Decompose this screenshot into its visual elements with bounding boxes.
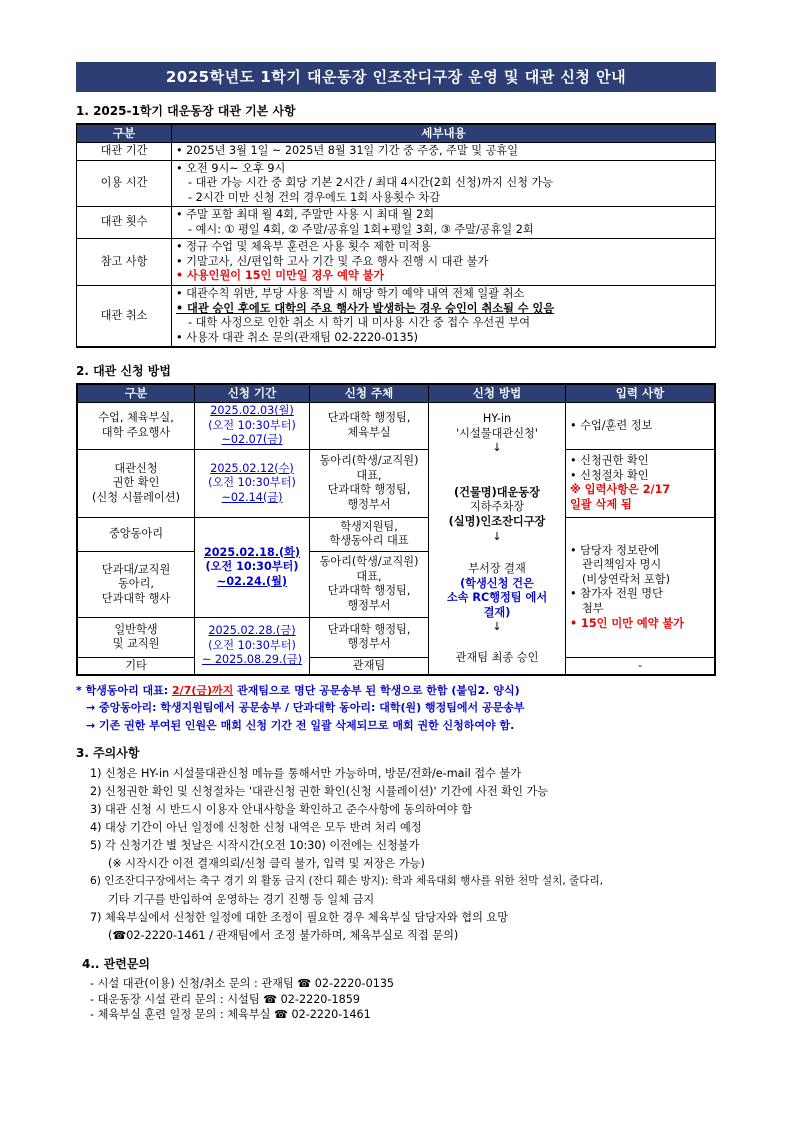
col-detail: 세부내용 [172,124,716,142]
row-label: 대관 취소 [77,286,172,348]
cell-line: 행정부서 [347,637,391,651]
cell-line: (오전 10:30부터) [205,560,299,574]
arrow-down-icon: ↓ [492,620,502,634]
cell-line: 및 교직원 [112,637,160,651]
cell-line: 대학 주요행사 [101,426,171,440]
cell-line: 단과대/교직원 [101,562,171,576]
section3-heading: 3. 주의사항 [76,745,140,760]
col-input: 입력 사항 [566,384,716,402]
row-detail [172,142,716,160]
note-prefix: * 학생동아리 대표: [76,684,173,698]
note-line [76,682,716,699]
note-suffix: 관재팀으로 명단 공문송부 된 학생으로 한함 (붙임2. 양식) [233,684,520,698]
cell-line: (신청 시뮬레이션) [92,490,180,504]
list-item: 7) 체육부실에서 신청한 일정에 대한 조정이 필요한 경우 체육부실 담당자와 협의 요망 [90,910,509,924]
col-subject: 신청 주체 [310,384,429,402]
cell-line: ~ 2025.08.29.(금) [201,653,303,667]
detail-line: - 대관 가능 시간 중 회당 기본 2시간 / 최대 4시간(2회 신청)까지 신청 가능 [188,176,554,190]
row-label: 대관 횟수 [77,207,172,239]
cell-line: • 신청절차 확인 [570,468,649,482]
list-item: 5) 각 신청기간 별 첫날은 시작시간(오전 10:30) 이전에는 신청불가 [90,839,420,853]
table-row [77,142,716,160]
cell-line: 일반학생 [114,622,158,636]
method-line: '시설물대관신청' [456,426,538,440]
method-line: (건물명)대운동장 [454,485,540,499]
col-gubun: 구분 [77,384,195,402]
list-item: (☎02-2220-1461 / 관재팀에서 조정 불가하며, 체육부실로 직접 문의) [108,928,459,942]
col-gubun: 구분 [77,124,172,142]
detail-line: • 오전 9시~ 오후 9시 [176,161,286,175]
detail-line: - 대학 사정으로 인한 취소 시 학기 내 미사용 시간 중 접수 우선권 부여 [188,316,531,330]
table-row [77,286,716,348]
cell-line: 대표, [356,468,382,482]
cell-input: • 수업/훈련 정보 [566,403,716,450]
cell-line: (비상연락처 포함) [582,572,670,586]
section1-heading: 1. 2025-1학기 대운동장 대관 기본 사항 [76,104,296,118]
note-deadline: 2/7(금)까지 [172,684,234,698]
list-item: - 시설 대관(이용) 신청/취소 문의 : 관재팀 ☎ 02-2220-0135 [90,977,395,990]
cell-line: 체육부실 [347,426,391,440]
row-label: 참고 사항 [77,239,172,286]
note-line: → 중앙동아리: 학생지원팀에서 공문송부 / 단과대학 동아리: 대학(원) 행정팀에서 공문송부 [86,701,525,715]
cell-line: 동아리, [118,577,154,591]
col-period: 신청 기간 [195,384,310,402]
section2-heading: 2. 대관 신청 방법 [76,364,171,379]
cell-period [195,617,310,675]
cell-method [429,403,566,676]
cell-line: 수업, 체육부실, [98,411,174,425]
document-page [76,62,716,1023]
table-row [77,517,715,551]
row-label: 이용 시간 [77,160,172,207]
cell-period [195,403,310,450]
detail-line: • 정규 수업 및 체육부 훈련은 사용 횟수 제한 미적용 [176,240,431,254]
list-item: - 대운동장 시설 관리 문의 : 시설팀 ☎ 02-2220-1859 [90,992,360,1006]
cell-line: (오전 10:30부터) [208,638,296,652]
cell-subject [310,617,429,657]
cell-line: 관리책임자 명시 [582,558,662,572]
detail-line: • 사용자 대관 취소 문의(관재팀 02-2220-0135) [176,330,419,344]
cell-gubun: 기타 [77,657,195,675]
cell-period [195,449,310,517]
cell-gubun [77,551,195,617]
list-item: 3) 대관 신청 시 반드시 이용자 안내사항을 확인하고 준수사항에 동의하여야 함 [90,802,473,816]
cell-input [566,449,716,517]
list-item: (※ 시작시간 이전 결재의뢰/신청 클릭 불가, 입력 및 저장은 가능) [108,857,425,871]
cell-line: 2025.02.18.(화) [203,545,301,559]
detail-line-warning: • 사용인원이 15인 미만일 경우 예약 불가 [176,269,385,283]
cell-gubun [77,449,195,517]
table-row [77,160,716,207]
cell-line: (오전 10:30부터) [208,476,296,490]
cell-line: 동아리(학생/교직원) [319,454,419,468]
table-row [77,657,715,675]
cell-line: 일괄 삭제 됨 [570,497,632,511]
method-line: HY-in [482,412,512,426]
detail-line-emphasis: • 대관 승인 후에도 대학의 주요 행사가 발생하는 경우 승인이 취소될 수 있음 [176,301,555,315]
cell-line: 권한 확인 [112,476,160,490]
caution-list [90,765,716,945]
cell-gubun: 중앙동아리 [77,517,195,551]
cell-subject [310,517,429,551]
cell-line: 학생지원팀, [340,519,398,533]
cell-line: • 참가자 전원 명단 [570,587,663,601]
detail-line: - 예시: ① 평일 4회, ② 주말/공휴일 1회+평일 3회, ③ 주말/공휴일 2회 [188,222,534,236]
method-line: 결재) [483,605,511,619]
detail-line: • 대관수칙 위반, 부당 사용 적발 시 해당 학기 예약 내역 전체 일괄 취소 [176,287,525,300]
cell-line: • 15인 미만 예약 불가 [570,616,684,630]
cell-line: 2025.02.03(월) [210,404,294,418]
cell-subject [310,403,429,450]
row-detail [172,160,716,207]
cell-line: 단과대학 행정팀, [327,584,411,598]
cell-line: 2025.02.12(수) [210,461,294,475]
detail-line: - 2시간 미만 신청 건의 경우에도 1회 사용횟수 차감 [188,190,441,204]
list-item: 2) 신청권한 확인 및 신청절차는 '대관신청 권한 확인(신청 시뮬레이션)' 기간에 사전 확인 가능 [90,784,549,798]
cell-line: ~02.24.(월) [216,574,288,588]
cell-line: 단과대학 행정팀, [327,483,411,497]
table-row [77,449,715,517]
section4-heading: 4.. 관련문의 [82,957,151,971]
method-line: (실명)인조잔디구장 [448,514,546,528]
note-line: → 기존 권한 부여된 인원은 매회 신청 기간 전 일괄 삭제되므로 매회 권한 신청하여야 함. [86,718,515,732]
contact-list [90,976,716,1023]
cell-line: ※ 입력사항은 2/17 [570,483,671,497]
cell-line: 행정부서 [347,598,391,612]
cell-line: 단과대학 행정팀, [327,622,411,636]
notes-block [76,682,716,733]
arrow-down-icon: ↓ [492,529,502,543]
cell-subject: 관재팀 [310,657,429,675]
cell-line: (오전 10:30부터) [208,418,296,432]
list-item: 4) 대상 기간이 아닌 일정에 신청한 신청 내역은 모두 반려 처리 예정 [90,821,422,834]
cell-line: • 신청권한 확인 [570,454,649,468]
cell-input [566,517,716,657]
cell-line: ~02.07(금) [221,433,283,447]
arrow-down-icon: ↓ [492,441,502,455]
detail-line: • 2025년 3월 1일 ~ 2025년 8월 31일 기간 중 주중, 주말 및 공휴일 [176,143,519,157]
cell-input: - [566,657,716,675]
col-method: 신청 방법 [429,384,566,402]
list-item: - 체육부실 훈련 일정 문의 : 체육부실 ☎ 02-2220-1461 [90,1008,371,1022]
row-detail [172,207,716,239]
cell-line: 단과대학 행정팀, [327,411,411,425]
method-line: 관재팀 최종 승인 [455,650,539,664]
cell-line: • 담당자 정보란에 [570,543,660,557]
cell-line: 단과대학 행사 [101,591,171,605]
method-line: 부서장 결재 [468,562,526,576]
application-method-table [76,383,716,676]
cell-line: ~02.14(금) [221,490,283,504]
row-label: 대관 기간 [77,142,172,160]
cell-line: 행정부서 [347,497,391,511]
cell-subject [310,449,429,517]
cell-period [195,517,310,617]
table-row [77,239,716,286]
cell-gubun [77,617,195,657]
cell-line: 2025.02.28.(금) [208,624,296,638]
row-detail [172,239,716,286]
basic-info-table [76,123,716,348]
list-item: 기타 기구를 반입하여 운영하는 경기 진행 등 일체 금지 [108,892,375,906]
method-line: (학생신청 건은 [460,576,534,590]
cell-gubun [77,403,195,450]
method-line: 지하주차장 [469,500,525,514]
detail-line: • 주말 포함 최대 월 4회, 주말만 사용 시 최대 월 2회 [176,208,435,222]
cell-line: 첨부 [582,601,604,615]
method-line: 소속 RC행정팀 에서 [446,591,548,605]
page-title: 2025학년도 1학기 대운동장 인조잔디구장 운영 및 대관 신청 안내 [76,62,716,92]
cell-subject [310,551,429,617]
table-row [77,403,715,450]
cell-line: 학생동아리 대표 [329,534,409,548]
list-item: 6) 인조잔디구장에서는 축구 경기 외 활동 금지 (잔디 훼손 방지): 학과 체육대회 행사를 위한 천막 설치, 줄다리, [90,875,604,888]
cell-line: 동아리(학생/교직원) [319,555,419,569]
cell-line: 대관신청 [114,461,158,475]
cell-line: 대표, [356,569,382,583]
list-item: 1) 신청은 HY-in 시설물대관신청 메뉴를 통해서만 가능하며, 방문/전화/e-mail 접수 불가 [90,766,522,780]
row-detail [172,286,716,348]
detail-line: • 기말고사, 신/편입학 고사 기간 및 주요 행사 진행 시 대관 불가 [176,254,489,268]
table-row [77,207,716,239]
